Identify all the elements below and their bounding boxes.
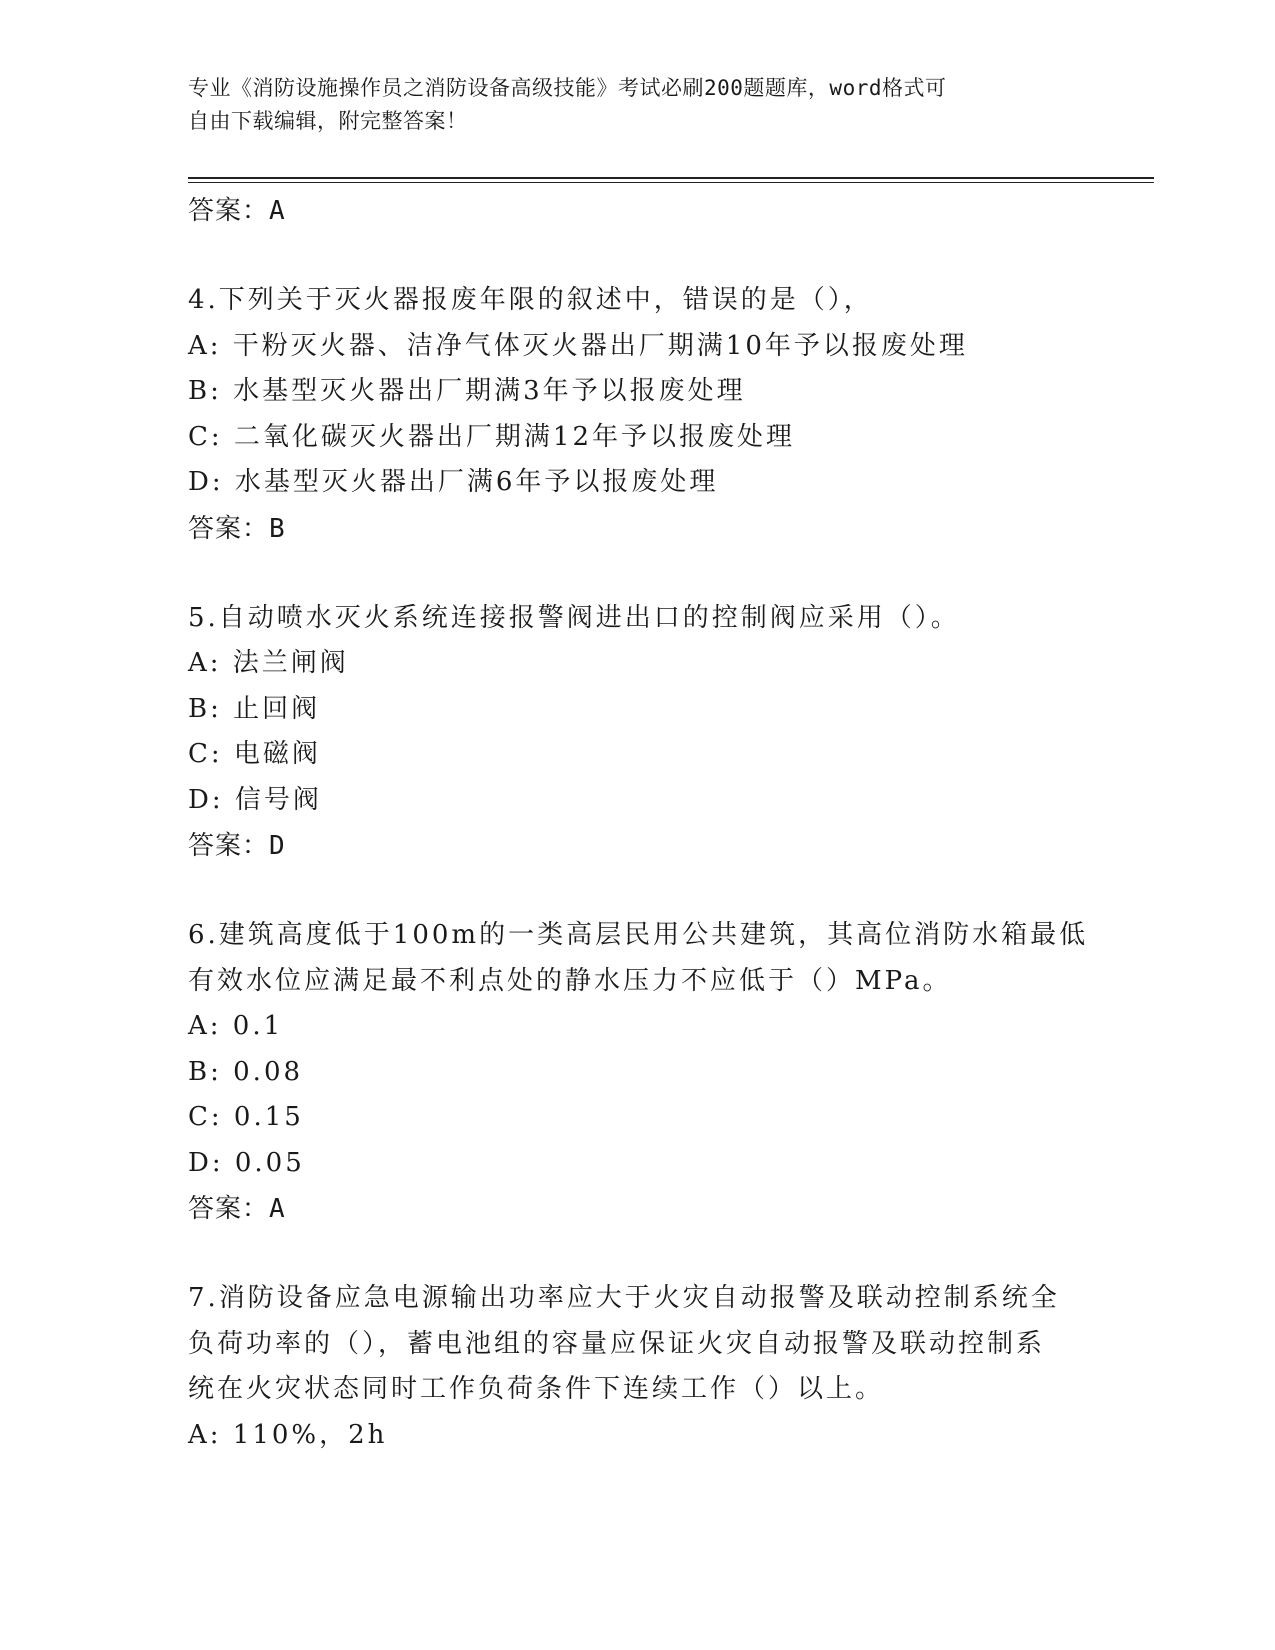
question-block [188,1276,1088,1458]
question-text-continued: 统在火灾状态同时工作负荷条件下连续工作（）以上。 [188,1374,885,1404]
option-b: B: 水基型灭火器出厂期满3年予以报废处理 [188,376,746,406]
header-divider-thin [188,182,1154,183]
question-block [188,278,1088,552]
header-line-2: 自由下载编辑，附完整答案！ [188,109,468,133]
answer-line: 答案：A [188,196,286,226]
answer-line: 答案：A [188,1194,286,1224]
option-c: C: 电磁阀 [188,739,321,769]
document-header [188,72,1068,138]
question-text-continued: 负荷功率的（），蓄电池组的容量应保证火灾自动报警及联动控制系 [188,1328,1046,1359]
question-text: 5.自动喷水灭火系统连接报警阀进出口的控制阀应采用（）。 [188,602,960,633]
option-a: A: 0.1 [188,1011,284,1041]
question-text: 7.消防设备应急电源输出功率应大于火灾自动报警及联动控制系统全 [188,1283,1060,1313]
answer-line: 答案：D [188,831,286,861]
question-block [188,913,1088,1232]
option-c: C: 0.15 [188,1102,304,1132]
option-c: C: 二氧化碳灭火器出厂期满12年予以报废处理 [188,421,796,452]
document-body [188,188,1088,1458]
option-a: A: 110%，2h [188,1419,388,1450]
header-divider-thick [188,177,1154,179]
option-d: D: 水基型灭火器出厂满6年予以报废处理 [188,467,719,497]
header-line-1: 专业《消防设施操作员之消防设备高级技能》考试必刷200题题库，word格式可 [188,76,947,100]
question-text: 4.下列关于灭火器报废年限的叙述中，错误的是（）， [188,285,873,315]
option-a: A: 法兰闸阀 [188,648,349,678]
question-block [188,596,1088,870]
question-text: 6.建筑高度低于100m的一类高层民用公共建筑，其高位消防水箱最低 [188,920,1089,950]
option-b: B: 止回阀 [188,693,321,724]
answer-line: 答案：B [188,513,286,544]
option-d: D: 信号阀 [188,784,322,815]
option-b: B: 0.08 [188,1056,304,1087]
option-a: A: 干粉灭火器、洁净气体灭火器出厂期满10年予以报废处理 [188,330,968,361]
option-d: D: 0.05 [188,1147,305,1178]
question-text-continued: 有效水位应满足最不利点处的静水压力不应低于（）MPa。 [188,965,952,996]
